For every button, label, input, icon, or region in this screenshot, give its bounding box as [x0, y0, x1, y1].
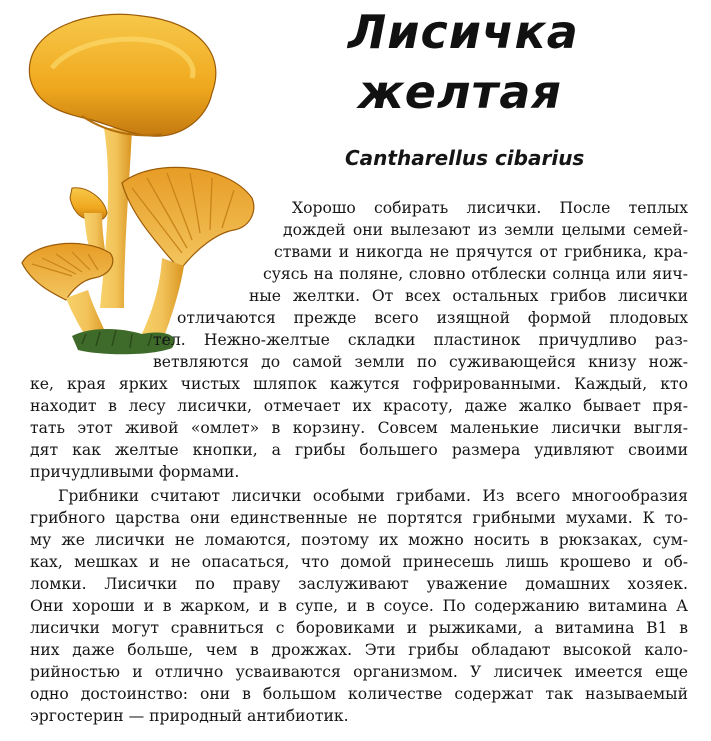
p1-line: суясь на поляне, словно отблески солнца или яич-: [263, 265, 688, 283]
p1-line: тать этот живой «омлет» в корзину. Совсем маленькие лисички выгля-: [30, 419, 688, 437]
p1-line: дождей они вылезают из земли целыми семей-: [283, 221, 688, 239]
p2-line: Грибники считают лисички особыми грибами. Из всего многообразия: [58, 487, 688, 505]
p2-line: одно достоинство: они в большом количестве содержат так называемый: [30, 685, 688, 703]
p2-line: му же лисички не ломаются, поэтому их можно носить в рюкзаках, сум-: [30, 531, 688, 549]
latin-name: Cantharellus cibarius: [345, 146, 585, 170]
p1-line: Хорошо собирать лисички. После теплых: [292, 199, 688, 217]
p2-line: лисички могут сравниться с боровиками и рыжиками, а витамина B1 в: [30, 619, 688, 637]
p2-line: них даже больше, чем в дрожжах. Эти грибы обладают высокой кало-: [30, 641, 688, 659]
p2-line: ках, мешках и не опасаться, что домой принесешь лишь крошево и об-: [30, 553, 688, 571]
p1-line: дят как желтые кнопки, а грибы большего размера удивляют своими: [30, 441, 688, 459]
p2-line: грибного царства они единственные не портятся грибными мухами. К то-: [30, 509, 688, 527]
title-line-2: желтая: [358, 65, 562, 119]
p1-line: ствами и никогда не прячутся от грибника, кра-: [274, 243, 688, 261]
p2-line: эргостерин — природный антибиотик.: [30, 707, 349, 725]
p1-line: ке, края ярких чистых шляпок кажутся гофрированными. Каждый, кто: [30, 375, 688, 393]
p1-line: причудливыми формами.: [30, 463, 240, 481]
p1-line: ветвляются до самой земли по суживающейся книзу нож-: [153, 353, 688, 371]
p1-line: отличаются прежде всего изящной формой плодовых: [177, 309, 688, 327]
p2-line: ломки. Лисички по праву заслуживают уважение домашних хозяек.: [30, 575, 688, 593]
p1-line: находит в лесу лисички, отмечает их красоту, даже жалко бывает пря-: [30, 397, 688, 415]
p2-line: рийностью и отлично усваиваются организмом. У лисичек имеется еще: [30, 663, 688, 681]
p1-line: тел. Нежно-желтые складки пластинок причудливо раз-: [153, 331, 688, 349]
title-line-1: Лисичка: [348, 5, 579, 59]
p2-line: Они хороши и в жарком, и в супе, и в соусе. По содержанию витамина А: [30, 597, 688, 615]
p1-line: ные желтки. От всех остальных грибов лисички: [249, 287, 688, 305]
